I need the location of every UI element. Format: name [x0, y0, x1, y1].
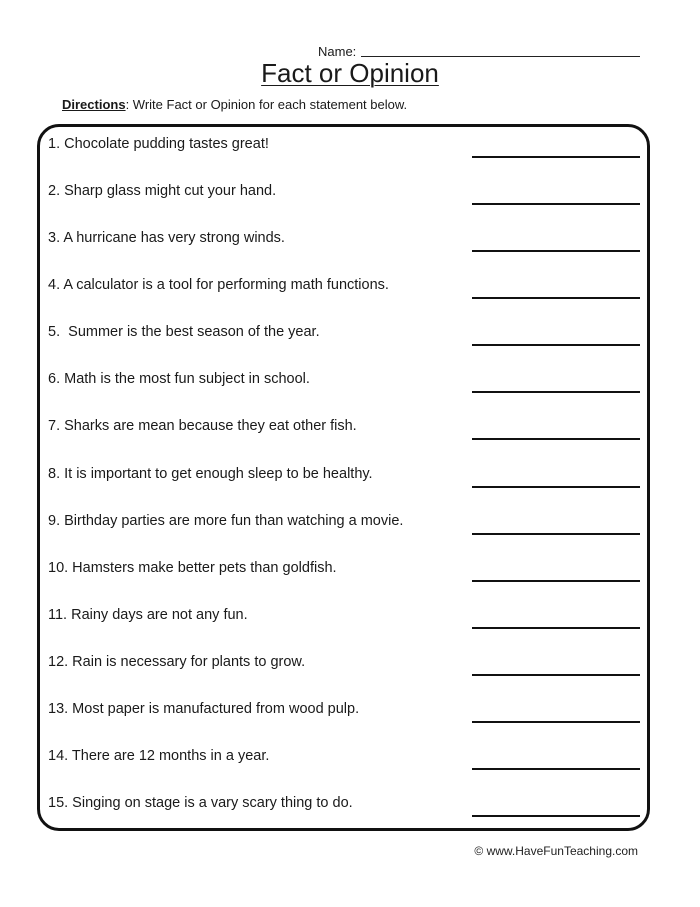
statement-text: 4. A calculator is a tool for performing math functions. [48, 277, 389, 294]
statement-text: 3. A hurricane has very strong winds. [48, 230, 285, 247]
answer-blank-line[interactable] [472, 721, 640, 723]
directions-label: Directions [62, 97, 126, 112]
answer-blank-line[interactable] [472, 674, 640, 676]
answer-blank-line[interactable] [472, 297, 640, 299]
statement-text: 10. Hamsters make better pets than goldfish. [48, 559, 337, 576]
statement-row [48, 230, 640, 252]
statement-row [48, 183, 640, 205]
name-label: Name: [318, 44, 357, 59]
answer-blank-line[interactable] [472, 391, 640, 393]
statement-row [48, 418, 640, 440]
statement-text: 12. Rain is necessary for plants to grow. [48, 653, 306, 670]
answer-blank-line[interactable] [472, 580, 640, 582]
answer-blank-line[interactable] [472, 203, 640, 205]
statement-text: 2. Sharp glass might cut your hand. [48, 183, 277, 200]
statement-row [48, 607, 640, 629]
statement-text: 15. Singing on stage is a vary scary thing to do. [48, 795, 353, 811]
answer-blank-line[interactable] [472, 627, 640, 629]
statement-row [48, 513, 640, 535]
statement-text: 5. Summer is the best season of the year. [48, 324, 320, 341]
answer-blank-line[interactable] [472, 156, 640, 158]
statement-text: 6. Math is the most fun subject in school. [48, 371, 310, 388]
statement-row [48, 466, 640, 488]
name-blank-line[interactable] [361, 55, 640, 57]
statement-row [48, 324, 640, 346]
statement-text: 1. Chocolate pudding tastes great! [48, 136, 269, 152]
answer-blank-line[interactable] [472, 768, 640, 770]
statement-row [48, 701, 640, 723]
statement-text: 13. Most paper is manufactured from wood pulp. [48, 700, 360, 717]
statement-row [48, 560, 640, 582]
statement-row [48, 136, 640, 158]
answer-blank-line[interactable] [472, 815, 640, 817]
statement-text: 7. Sharks are mean because they eat other fish. [48, 418, 357, 435]
answer-blank-line[interactable] [472, 438, 640, 440]
page-title: Fact or Opinion [261, 58, 439, 88]
answer-blank-line[interactable] [472, 533, 640, 535]
statement-text: 9. Birthday parties are more fun than watching a movie. [48, 512, 404, 529]
statement-row [48, 371, 640, 393]
copyright-footer: © www.HaveFunTeaching.com [474, 844, 638, 858]
statement-row [48, 748, 640, 770]
directions [62, 97, 407, 112]
directions-text: : Write Fact or Opinion for each statement below. [125, 97, 408, 112]
statement-row [48, 277, 640, 299]
statement-text: 8. It is important to get enough sleep to be healthy. [48, 465, 373, 482]
name-field [318, 41, 640, 59]
statement-text: 14. There are 12 months in a year. [48, 747, 270, 764]
statement-row [48, 654, 640, 676]
statement-text: 11. Rainy days are not any fun. [48, 606, 248, 623]
answer-blank-line[interactable] [472, 486, 640, 488]
statement-row [48, 795, 640, 817]
answer-blank-line[interactable] [472, 250, 640, 252]
answer-blank-line[interactable] [472, 344, 640, 346]
